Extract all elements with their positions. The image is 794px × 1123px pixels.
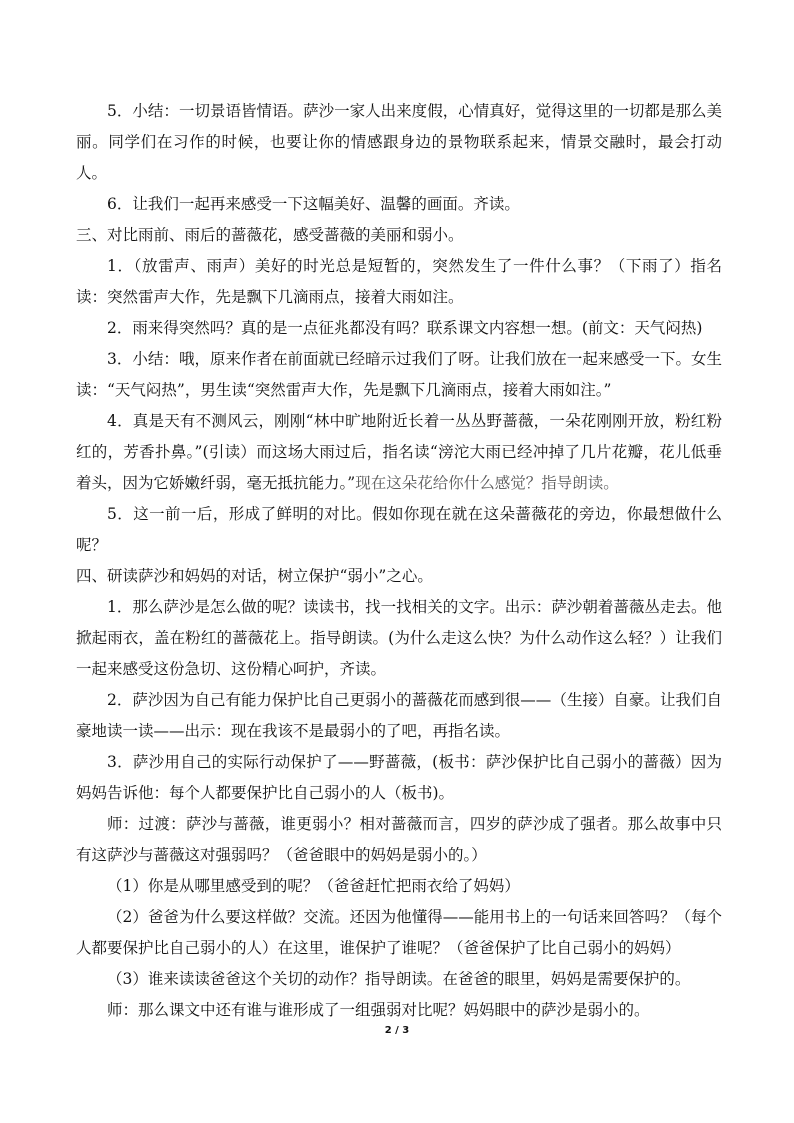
sub-item: （1）你是从哪里感受到的呢？（爸爸赶忙把雨衣给了妈妈） <box>107 877 520 895</box>
paragraph: 1．（放雷声、雨声）美好的时光总是短暂的，突然发生了一件什么事？（下雨了）指名读：突然雷声大作，先是飘下几滴雨点，接着大雨如注。 <box>76 257 722 306</box>
paragraph: 6．让我们一起再来感受一下这幅美好、温馨的画面。齐读。 <box>107 195 520 213</box>
paragraph <box>76 406 722 499</box>
paragraph-tail-text: 现在这朵花给你什么感觉？指导朗读。 <box>355 474 619 492</box>
paragraph: 5．这一前一后，形成了鲜明的对比。假如你现在就在这朵蔷薇花的旁边，你最想做什么呢？ <box>76 505 722 554</box>
paragraph-main-text: 4．真是天有不测风云，刚刚“林中旷地附近长着一丛丛野蔷薇，一朵花刚刚开放，粉红粉红的，芳香扑鼻。”(引读）而这场大雨过后，指名读“滂沱大雨已经冲掉了几片花瓣，花儿低垂着头，因为它娇嫩纤弱，毫无抵抗能力。” <box>76 412 722 492</box>
paragraph: 3．萨沙用自己的实际行动保护了——野蔷薇，(板书：萨沙保护比自己弱小的蔷薇）因为妈妈告诉他：每个人都要保护比自己弱小的人（板书)。 <box>76 753 722 802</box>
paragraph: 3．小结：哦，原来作者在前面就已经暗示过我们了呀。让我们放在一起来感受一下。女生读：“天气闷热”，男生读“突然雷声大作，先是飘下几滴雨点，接着大雨如注。” <box>76 350 722 399</box>
sub-item: （2）爸爸为什么要这样做？交流。还因为他懂得——能用书上的一句话来回答吗？（每个人都要保护比自己弱小的人）在这里，谁保护了谁呢？（爸爸保护了比自己弱小的妈妈） <box>76 908 722 957</box>
paragraph: 师：那么课文中还有谁与谁形成了一组强弱对比呢？妈妈眼中的萨沙是弱小的。 <box>107 1001 650 1019</box>
page-number: 2 / 3 <box>384 1025 410 1036</box>
document-body <box>76 96 722 1026</box>
section-heading: 四、研读萨沙和妈妈的对话，树立保护“弱小”之心。 <box>76 567 433 585</box>
paragraph: 师：过渡：萨沙与蔷薇，谁更弱小？相对蔷薇而言，四岁的萨沙成了强者。那么故事中只有这萨沙与蔷薇这对强弱吗？（爸爸眼中的妈妈是弱小的。） <box>76 815 722 864</box>
paragraph: 2．雨来得突然吗？真的是一点征兆都没有吗？联系课文内容想一想。(前文：天气闷热) <box>107 319 703 337</box>
sub-item: （3）谁来读读爸爸这个关切的动作？指导朗读。在爸爸的眼里，妈妈是需要保护的。 <box>107 970 691 988</box>
paragraph: 1．那么萨沙是怎么做的呢？读读书，找一找相关的文字。出示：萨沙朝着蔷薇丛走去。他掀起雨衣，盖在粉红的蔷薇花上。指导朗读。(为什么走这么快？为什么动作这么轻？）让我们一起来感受这份急切、这份精心呵护，齐读。 <box>76 598 722 678</box>
paragraph: 2．萨沙因为自己有能力保护比自己更弱小的蔷薇花而感到很——（生接）自豪。让我们自豪地读一读——出示：现在我该不是最弱小的了吧，再指名读。 <box>76 691 722 740</box>
section-heading: 三、对比雨前、雨后的蔷薇花，感受蔷薇的美丽和弱小。 <box>76 226 464 244</box>
paragraph: 5．小结：一切景语皆情语。萨沙一家人出来度假，心情真好，觉得这里的一切都是那么美丽。同学们在习作的时候，也要让你的情感跟身边的景物联系起来，情景交融时，最会打动人。 <box>76 102 722 182</box>
